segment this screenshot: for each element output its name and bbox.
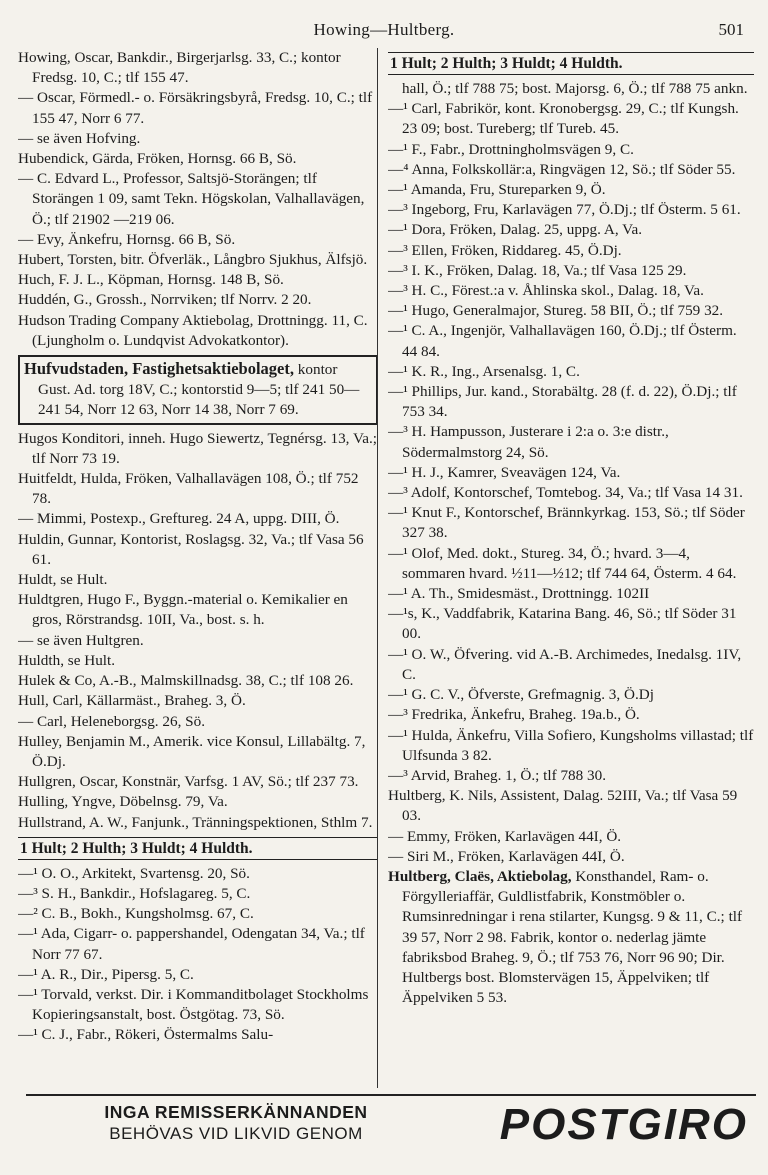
directory-entry: — Emmy, Fröken, Karlavägen 44I, Ö. — [388, 827, 622, 845]
right-column — [388, 48, 754, 1088]
directory-entry: —¹ Carl, Fabrikör, kont. Kronobergsg. 29, C.; tlf Kungsh. 23 09; bost. Tureberg; tlf Tureb. 45. — [388, 100, 739, 138]
directory-entry: — se även Hofving. — [18, 129, 141, 147]
directory-entry: —³ Ingeborg, Fru, Karlavägen 77, Ö.Dj.; tlf Österm. 5 61. — [388, 201, 741, 219]
page-header — [24, 20, 744, 42]
directory-entry: Hullgren, Oscar, Konstnär, Varfsg. 1 AV, Sö.; tlf 237 73. — [18, 773, 359, 791]
directory-entry: — Mimmi, Postexp., Greftureg. 24 A, uppg. DIII, Ö. — [18, 510, 340, 528]
directory-entry: —¹ F., Fabr., Drottningholmsvägen 9, C. — [388, 140, 634, 158]
directory-entry: —¹s, K., Vaddfabrik, Katarina Bang. 46, Sö.; tlf Söder 31 00. — [388, 605, 737, 643]
directory-entry: —¹ Amanda, Fru, Stureparken 9, Ö. — [388, 181, 606, 199]
name-variant-header: 1 Hult; 2 Hulth; 3 Huldt; 4 Huldth. — [388, 52, 754, 75]
footer-advert — [26, 1094, 756, 1166]
directory-entry: — se även Hultgren. — [18, 631, 144, 649]
directory-entry: Hugos Konditori, inneh. Hugo Siewertz, Tegnérsg. 13, Va.; tlf Norr 73 19. — [18, 429, 378, 467]
directory-entry: —¹ H. J., Kamrer, Sveavägen 124, Va. — [388, 463, 621, 481]
directory-entry: —¹ A. Th., Smidesmäst., Drottningg. 102II — [388, 585, 650, 603]
directory-entry: —¹ O. O., Arkitekt, Svartensg. 20, Sö. — [18, 864, 250, 882]
directory-entry: —¹ C. J., Fabr., Rökeri, Östermalms Salu- — [18, 1026, 274, 1044]
column-divider — [377, 48, 378, 1088]
directory-entry: Huldt, se Hult. — [18, 571, 108, 589]
directory-entry: — Evy, Änkefru, Hornsg. 66 B, Sö. — [18, 230, 236, 248]
page-number: 501 — [718, 20, 744, 39]
directory-entry: Huddén, G., Grossh., Norrviken; tlf Norrv. 2 20. — [18, 291, 312, 309]
directory-entry: —³ I. K., Fröken, Dalag. 18, Va.; tlf Vasa 125 29. — [388, 261, 687, 279]
directory-entry: —⁴ Anna, Folkskollär:a, Ringvägen 12, Sö.; tlf Söder 55. — [388, 160, 736, 178]
directory-entry: —¹ A. R., Dir., Pipersg. 5, C. — [18, 965, 194, 983]
directory-entry: Hulling, Yngve, Döbelnsg. 79, Va. — [18, 793, 228, 811]
entry-text: Konsthandel, Ram- o. Förgylleriaffär, Guldlistfabrik, Konstmöbler o. Rumsinredningar i rena stilarter, Kungsg. 9 & 11, C.; tlf 39 57, Norr 2 98. Fabrik, kontor o. nederlag jämte fabriksbod Braheg. 9, Ö.; tlf 753 76, Norr 96 90; Dir. Hultbergs bost. Blomstervägen 15, Äppelviken; tlf Äppelviken 5 53. — [402, 867, 743, 1007]
directory-entry: —³ H. C., Förest.:a v. Åhlinska skol., Dalag. 18, Va. — [388, 282, 704, 300]
directory-entry: —¹ Torvald, verkst. Dir. i Kommanditbolaget Stockholms Kopieringsanstalt, bost. Östgötag. 73, Sö. — [18, 985, 369, 1024]
directory-entry: —³ Arvid, Braheg. 1, Ö.; tlf 788 30. — [388, 766, 607, 784]
postgiro-logo: POSTGIRO — [499, 1100, 748, 1149]
directory-entry: Hull, Carl, Källarmäst., Braheg. 3, Ö. — [18, 692, 246, 710]
left-column — [18, 48, 378, 1088]
directory-entry: —¹ Olof, Med. dokt., Stureg. 34, Ö.; hvard. 3—4, sommaren hvard. ½11—½12; tlf 744 64, Österm. 4 64. — [388, 544, 737, 582]
advert-notice — [26, 1102, 446, 1144]
directory-entry: Hubendick, Gärda, Fröken, Hornsg. 66 B, Sö. — [18, 150, 297, 168]
directory-entry: —¹ Hulda, Änkefru, Villa Sofiero, Kungsholms villastad; tlf Ulfsunda 3 82. — [388, 726, 754, 764]
directory-entry: —¹ Dora, Fröken, Dalag. 25, uppg. A, Va. — [388, 221, 642, 239]
directory-entry: Huldin, Gunnar, Kontorist, Roslagsg. 32, Va.; tlf Vasa 56 61. — [18, 530, 364, 568]
directory-entry: Hubert, Torsten, bitr. Öfverläk., Långbro Sjukhus, Älfsjö. — [18, 251, 368, 269]
directory-entry: Hullstrand, A. W., Fanjunk., Tränningspektionen, Sthlm 7. — [18, 813, 373, 831]
directory-entry: —² C. B., Bokh., Kungsholmsg. 67, C. — [18, 905, 254, 923]
directory-entry: —¹ G. C. V., Öfverste, Grefmagnig. 3, Ö.Dj — [388, 686, 654, 704]
running-head: Howing—Hultberg. — [313, 20, 455, 39]
directory-entry — [388, 867, 754, 1008]
entry-name: Hufvudstaden, Fastighetsaktiebolaget, — [24, 359, 294, 379]
directory-entry: — Carl, Heleneborgsg. 26, Sö. — [18, 712, 206, 730]
boxed-advert-entry — [18, 355, 378, 425]
directory-entry: Huitfeldt, Hulda, Fröken, Valhallavägen 108, Ö.; tlf 752 78. — [18, 470, 359, 508]
directory-entry: Huldtgren, Hugo F., Byggn.-material o. Kemikalier en gros, Rörstrandsg. 10II, Va., bost. s. h. — [18, 591, 348, 629]
directory-entry: —¹ C. A., Ingenjör, Valhallavägen 160, Ö.Dj.; tlf Österm. 44 84. — [388, 322, 737, 360]
directory-entry: —¹ Ada, Cigarr- o. pappershandel, Odengatan 34, Va.; tlf Norr 77 67. — [18, 925, 365, 963]
directory-entry: Hultberg, K. Nils, Assistent, Dalag. 52III, Va.; tlf Vasa 59 03. — [388, 787, 738, 825]
directory-entry: —³ Ellen, Fröken, Riddareg. 45, Ö.Dj. — [388, 241, 622, 259]
advert-line-2: BEHÖVAS VID LIKVID GENOM — [109, 1124, 363, 1143]
directory-entry: —¹ Phillips, Jur. kand., Storabältg. 28 (f. d. 22), Ö.Dj.; tlf 753 34. — [388, 383, 737, 421]
directory-entry: —¹ Knut F., Kontorschef, Brännkyrkag. 153, Sö.; tlf Söder 327 38. — [388, 504, 745, 542]
name-variant-header: 1 Hult; 2 Hulth; 3 Huldt; 4 Huldth. — [18, 837, 378, 860]
directory-entry: — Siri M., Fröken, Karlavägen 44I, Ö. — [388, 847, 625, 865]
directory-entry: —³ Adolf, Kontorschef, Tomtebog. 34, Va.; tlf Vasa 14 31. — [388, 484, 743, 502]
directory-entry: Huch, F. J. L., Köpman, Hornsg. 148 B, Sö. — [18, 271, 284, 289]
entry-text: kontor Gust. Ad. torg 18V, C.; kontorstid 9—5; tlf 241 50—241 54, Norr 12 63, Norr 14 38, Norr 7 69. — [38, 361, 360, 419]
directory-entry: Hulley, Benjamin M., Amerik. vice Konsul, Lillabältg. 7, Ö.Dj. — [18, 732, 366, 770]
directory-entry: —³ Fredrika, Änkefru, Braheg. 19a.b., Ö. — [388, 706, 640, 724]
directory-entry: —³ H. Hampusson, Justerare i 2:a o. 3:e distr., Södermalmstorg 24, Sö. — [388, 423, 669, 461]
directory-entry: —³ S. H., Bankdir., Hofslagareg. 5, C. — [18, 884, 251, 902]
directory-entry: Huldth, se Hult. — [18, 651, 116, 669]
directory-entry: —¹ O. W., Öfvering. vid A.-B. Archimedes, Inedalsg. 1IV, C. — [388, 645, 742, 683]
entry-name: Hultberg, Claës, Aktiebolag, — [388, 867, 572, 885]
directory-entry: — C. Edvard L., Professor, Saltsjö-Storängen; tlf Storängen 1 09, samt Tekn. Högskolan, Valhallavägen, Ö.; tlf 21902 —219 06. — [18, 170, 365, 228]
directory-entry: Hulek & Co, A.-B., Malmskillnadsg. 38, C.; tlf 108 26. — [18, 672, 354, 690]
directory-entry: —¹ Hugo, Generalmajor, Stureg. 58 BII, Ö.; tlf 759 32. — [388, 302, 724, 320]
directory-entry: Howing, Oscar, Bankdir., Birgerjarlsg. 33, C.; kontor Fredsg. 10, C.; tlf 155 47. — [18, 49, 341, 87]
directory-entry: —¹ K. R., Ing., Arsenalsg. 1, C. — [388, 362, 580, 380]
advert-line-1: INGA REMISSERKÄNNANDEN — [104, 1102, 368, 1122]
directory-entry: — Oscar, Förmedl.- o. Försäkringsbyrå, Fredsg. 10, C.; tlf 155 47, Norr 6 77. — [18, 89, 373, 127]
directory-entry: Hudson Trading Company Aktiebolag, Drottningg. 11, C. (Ljungholm o. Lundqvist Advokatkontor). — [18, 311, 368, 349]
directory-entry: hall, Ö.; tlf 788 75; bost. Majorsg. 6, Ö.; tlf 788 75 ankn. — [402, 80, 748, 97]
